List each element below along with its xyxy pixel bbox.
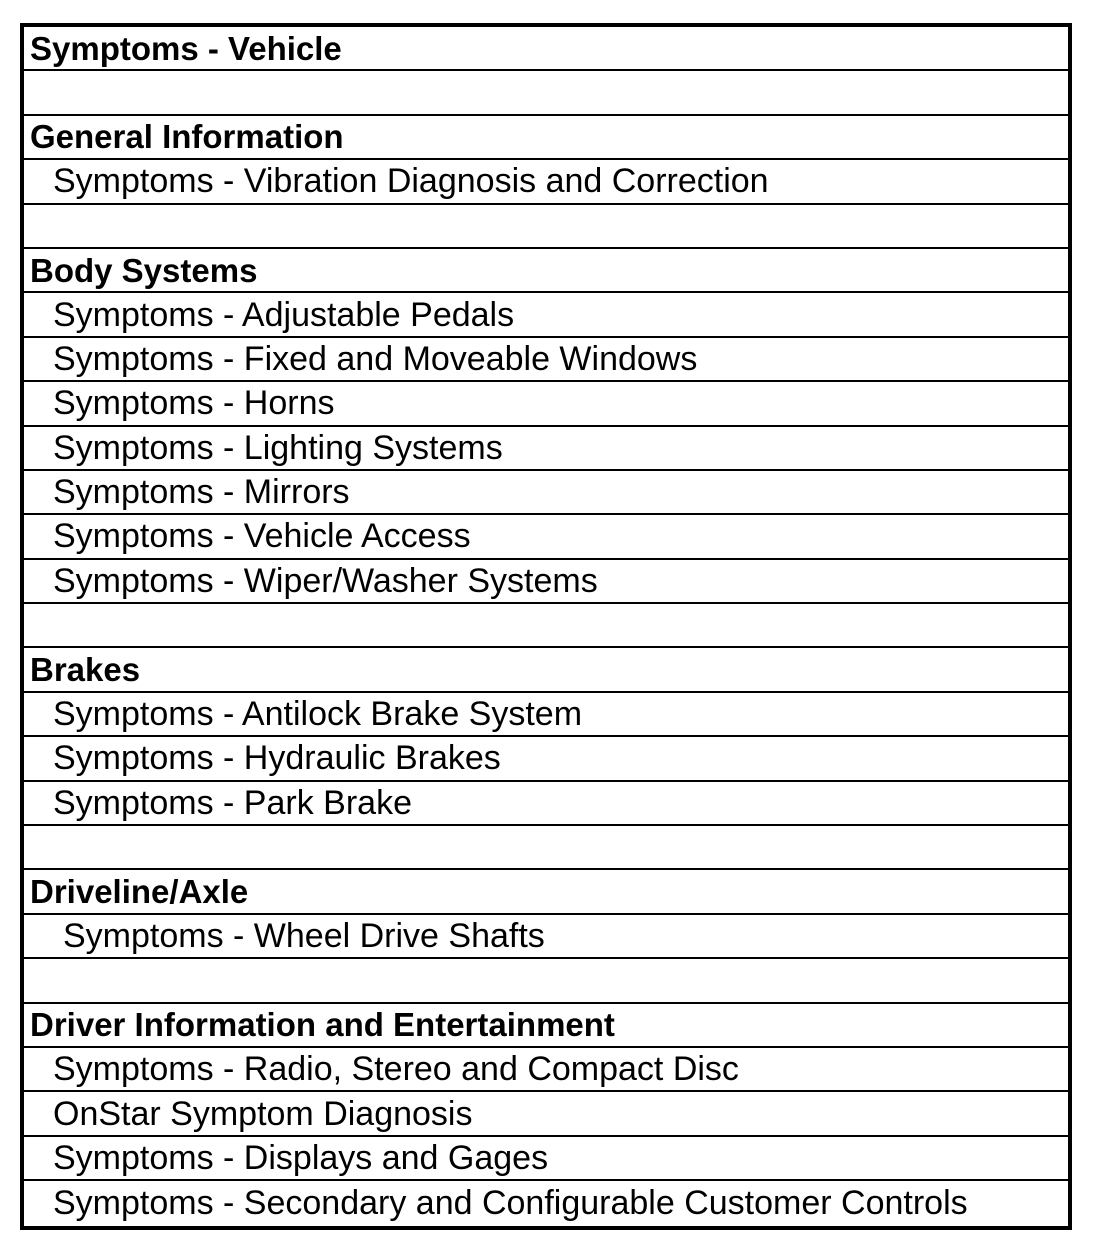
- list-item[interactable]: Symptoms - Lighting Systems: [24, 427, 1068, 471]
- list-item[interactable]: Symptoms - Wiper/Washer Systems: [24, 560, 1068, 604]
- section-heading-body-systems: Body Systems: [24, 249, 1068, 293]
- list-item[interactable]: Symptoms - Vibration Diagnosis and Correction: [24, 160, 1068, 204]
- list-item[interactable]: Symptoms - Vehicle Access: [24, 515, 1068, 559]
- list-item[interactable]: Symptoms - Park Brake: [24, 782, 1068, 826]
- list-item[interactable]: Symptoms - Horns: [24, 382, 1068, 426]
- spacer-row: [24, 959, 1068, 1003]
- table-title: Symptoms - Vehicle: [24, 27, 1068, 71]
- list-item[interactable]: Symptoms - Fixed and Moveable Windows: [24, 338, 1068, 382]
- spacer-row: [24, 604, 1068, 648]
- list-item[interactable]: Symptoms - Displays and Gages: [24, 1137, 1068, 1181]
- spacer-row: [24, 826, 1068, 870]
- spacer-row: [24, 71, 1068, 115]
- list-item[interactable]: OnStar Symptom Diagnosis: [24, 1092, 1068, 1136]
- spacer-row: [24, 205, 1068, 249]
- section-heading-general-information: General Information: [24, 116, 1068, 160]
- section-heading-brakes: Brakes: [24, 648, 1068, 692]
- symptoms-table: [20, 23, 1072, 1230]
- list-item[interactable]: Symptoms - Mirrors: [24, 471, 1068, 515]
- list-item[interactable]: Symptoms - Hydraulic Brakes: [24, 737, 1068, 781]
- list-item[interactable]: Symptoms - Wheel Drive Shafts: [24, 915, 1068, 959]
- section-heading-driveline-axle: Driveline/Axle: [24, 870, 1068, 914]
- list-item[interactable]: Symptoms - Radio, Stereo and Compact Disc: [24, 1048, 1068, 1092]
- list-item[interactable]: Symptoms - Adjustable Pedals: [24, 293, 1068, 337]
- list-item[interactable]: Symptoms - Antilock Brake System: [24, 693, 1068, 737]
- section-heading-driver-information: Driver Information and Entertainment: [24, 1004, 1068, 1048]
- list-item[interactable]: Symptoms - Secondary and Configurable Customer Controls: [53, 1184, 968, 1223]
